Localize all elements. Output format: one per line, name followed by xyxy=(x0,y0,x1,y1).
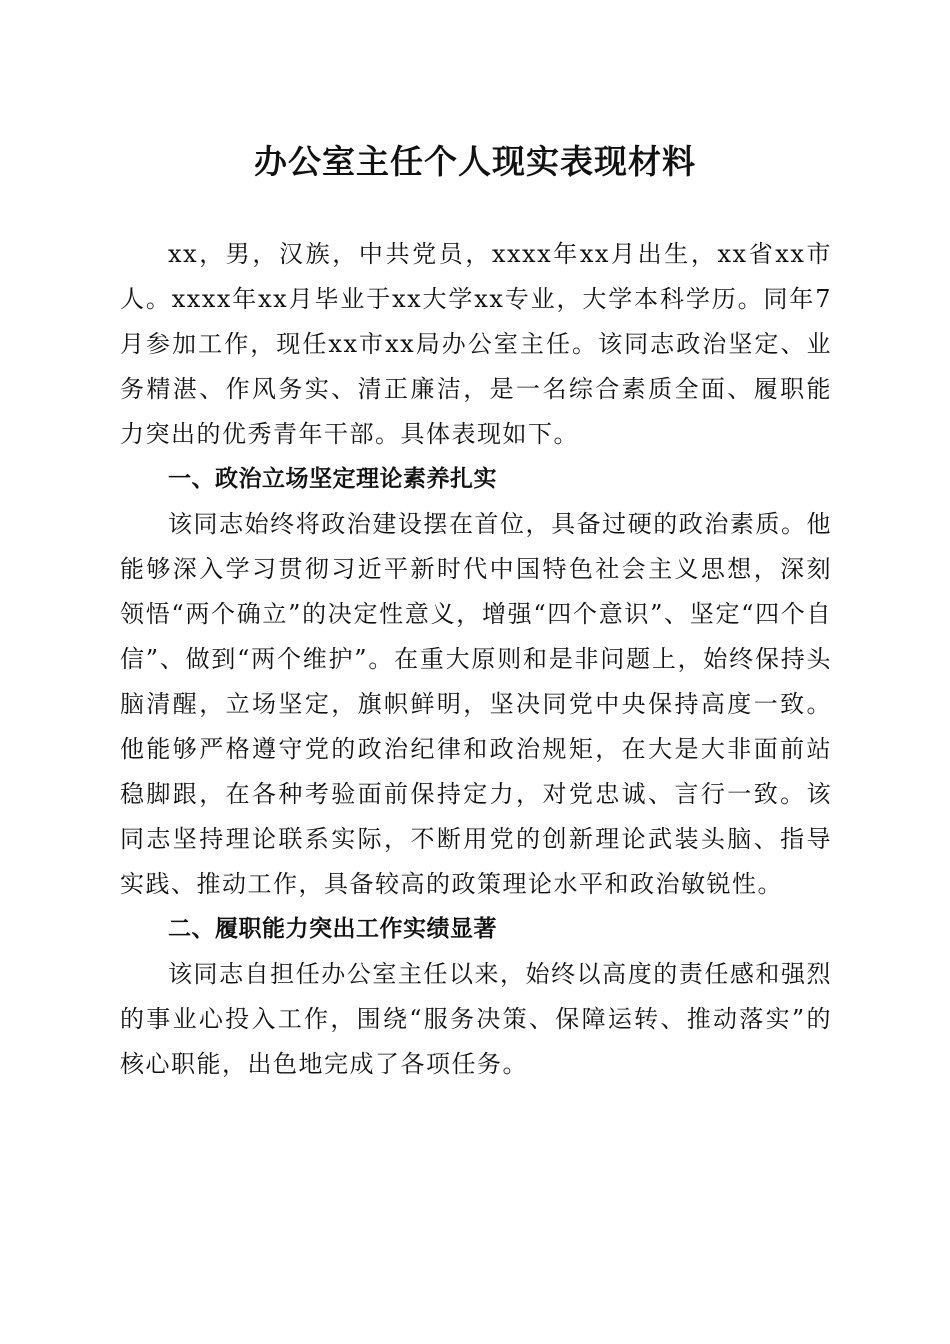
section-heading: 一、政治立场坚定理论素养扎实 xyxy=(168,466,497,492)
document-body xyxy=(120,232,832,1087)
section-paragraph: 该同志始终将政治建设摆在首位，具备过硬的政治素质。他能够深入学习贯彻习近平新时代中国特色社会主义思想，深刻领悟“两个确立”的决定性意义，增强“四个意识”、坚定“四个自信”、做到“两个维护”。在重大原则和是非问题上，始终保持头脑清醒，立场坚定，旗帜鲜明，坚决同党中央保持高度一致。他能够严格遵守党的政治纪律和政治规矩，在大是大非面前站稳脚跟，在各种考验面前保持定力，对党忠诚、言行一致。该同志坚持理论联系实际，不断用党的创新理论武装头脑、指导实践、推动工作，具备较高的政策理论水平和政治敏锐性。 xyxy=(120,510,832,898)
document-title: 办公室主任个人现实表现材料 xyxy=(254,142,696,181)
intro-paragraph: xx，男，汉族，中共党员，xxxx年xx月出生，xx省xx市人。xxxx年xx月毕业于xx大学xx专业，大学本科学历。同年7月参加工作，现任xx市xx局办公室主任。该同志政治坚定、业务精湛、作风务实、清正廉洁，是一名综合素质全面、履职能力突出的优秀青年干部。具体表现如下。 xyxy=(120,240,832,448)
section-paragraph: 该同志自担任办公室主任以来，始终以高度的责任感和强烈的事业心投入工作，围绕“服务决策、保障运转、推动落实”的核心职能，出色地完成了各项任务。 xyxy=(120,960,832,1078)
section-heading: 二、履职能力突出工作实绩显著 xyxy=(168,916,497,942)
